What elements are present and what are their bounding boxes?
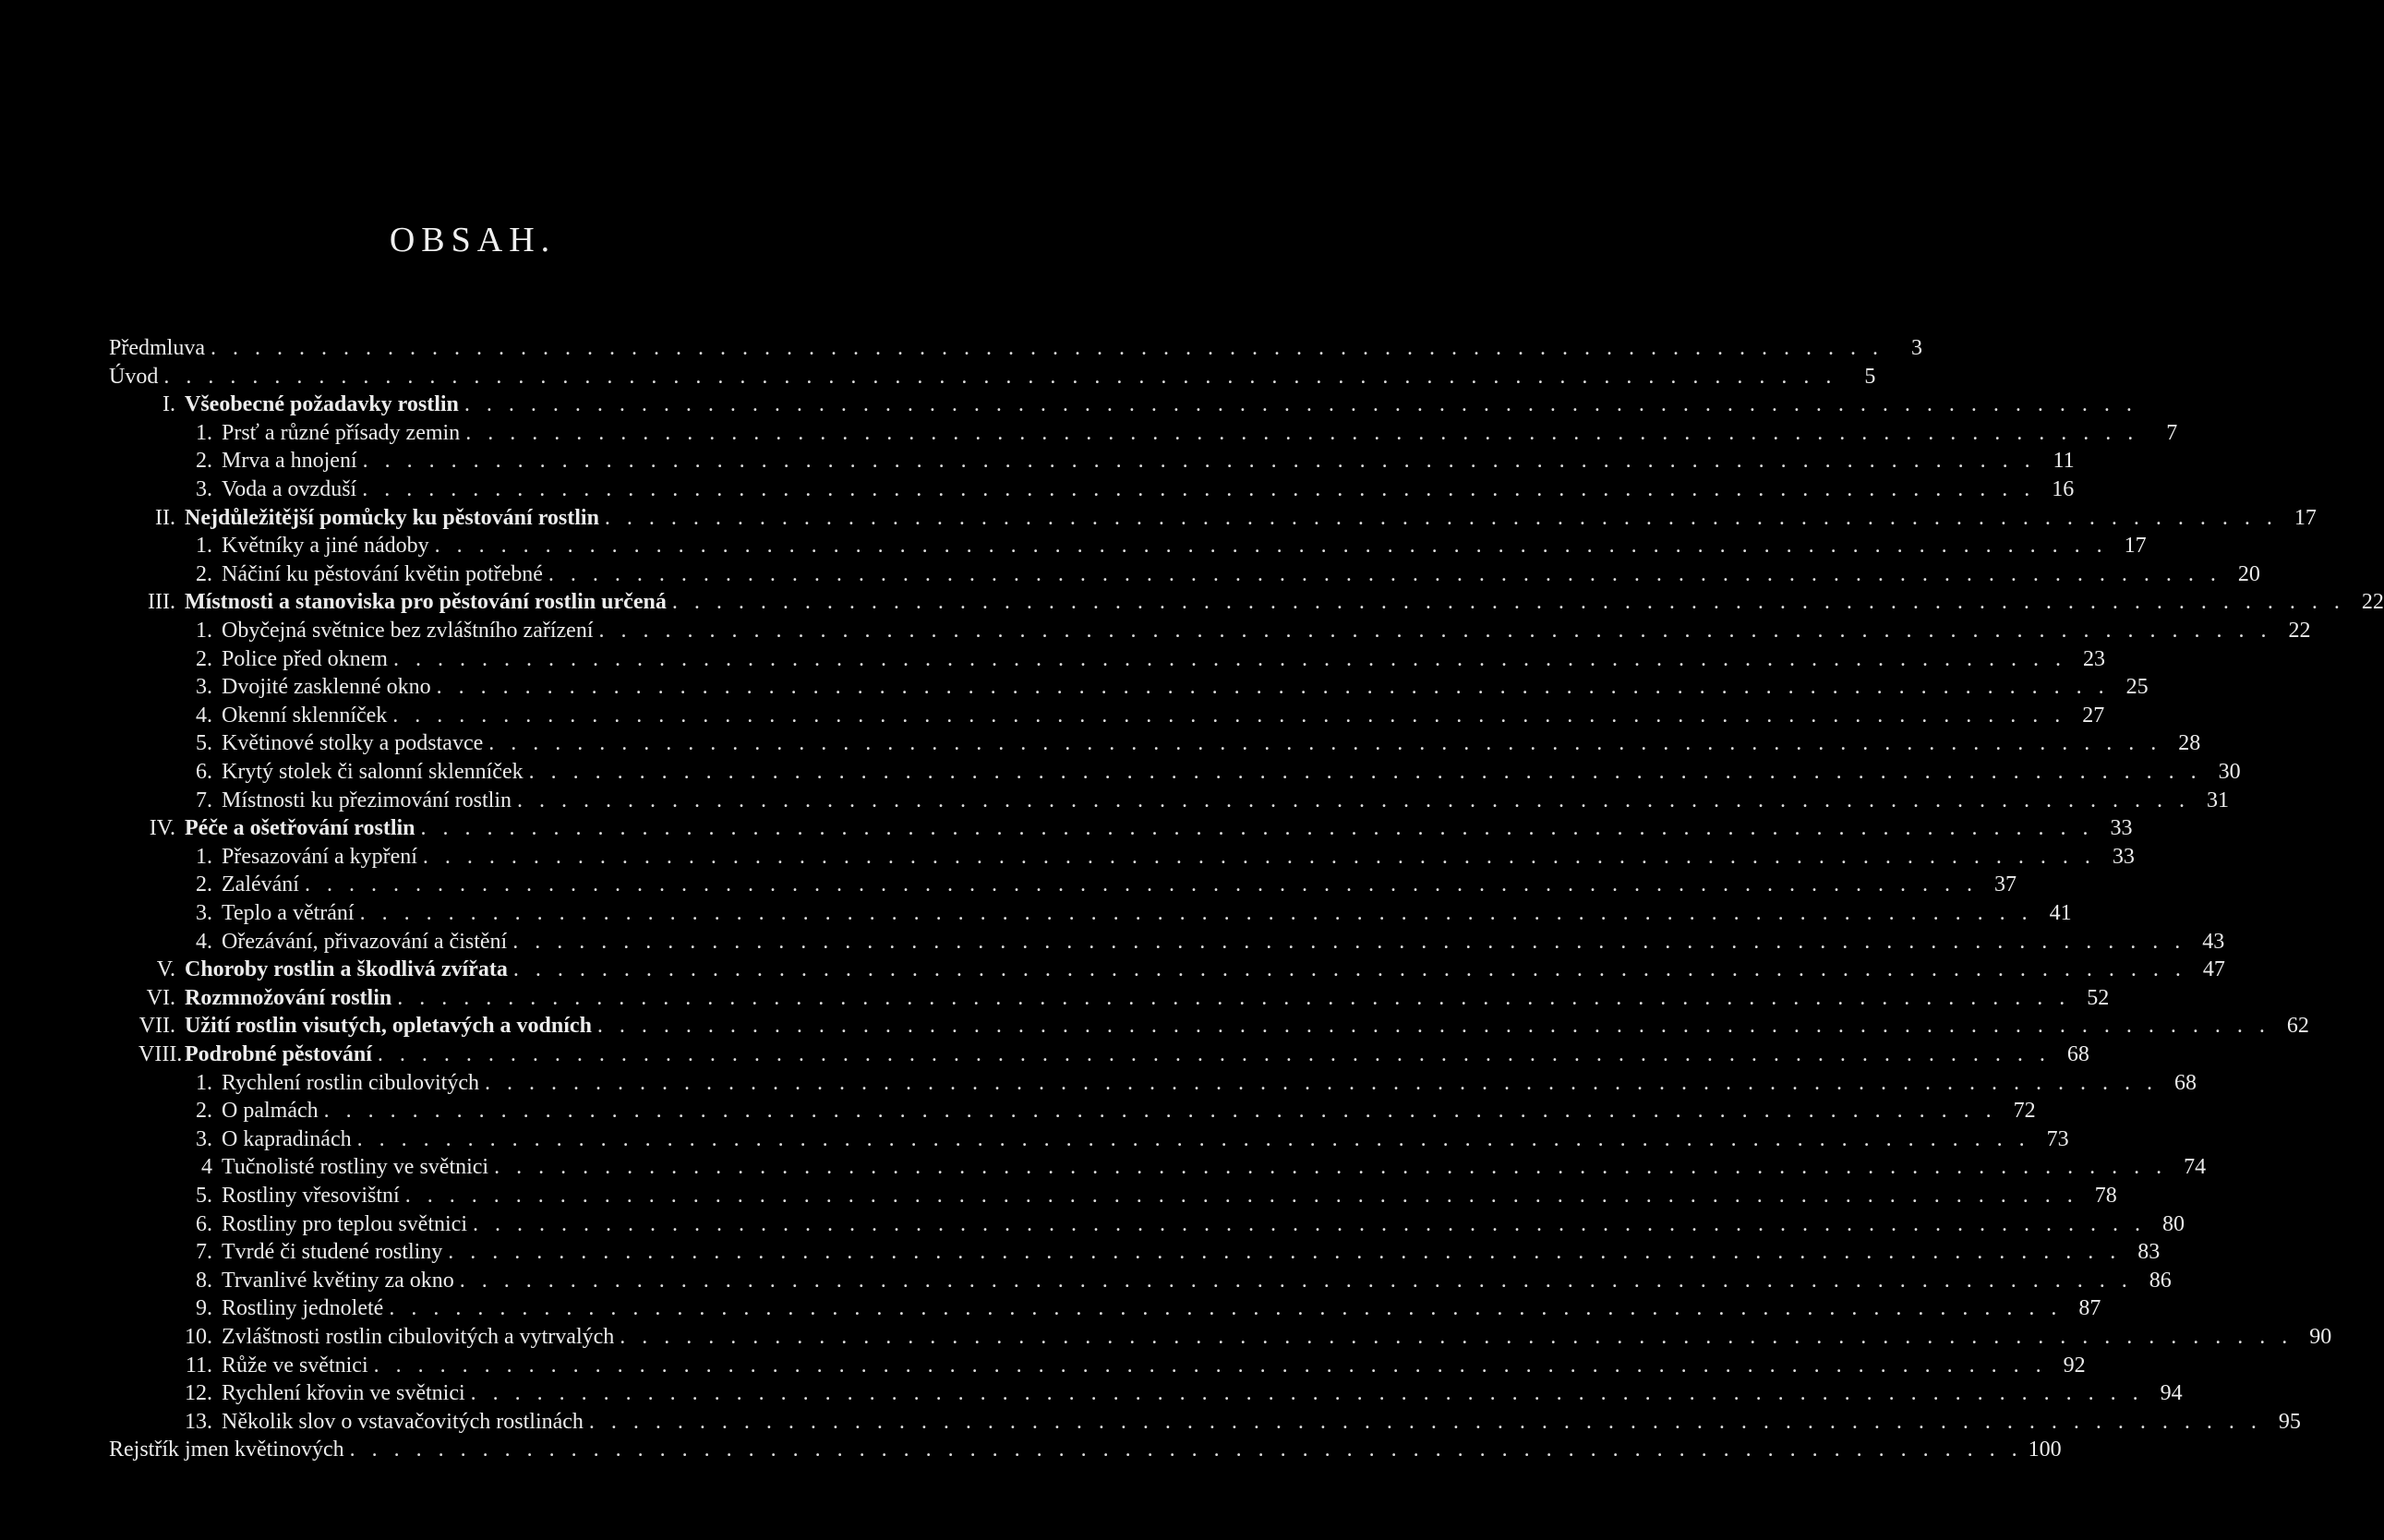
toc-chapter-row [138,814,2133,842]
page-number: 30 [2218,760,2241,784]
dot-leader [352,1125,2030,1153]
entry-number: 6. [196,1212,212,1236]
dot-leader [388,645,2066,673]
page-number: 41 [2049,901,2072,925]
entry-title: Květinové stolky a podstavce [222,731,484,755]
dot-leader [442,1238,2121,1266]
page-number: 5 [1864,365,1876,389]
entry-title: O palmách [222,1099,319,1123]
entry-number: 4. [196,930,212,954]
entry-title: Několik slov o vstavačovitých rostlinách [222,1410,584,1434]
dot-leader [454,1267,2133,1294]
toc-entry-row [175,729,2201,757]
dot-leader [344,1436,2023,1463]
dot-leader [391,984,2070,1012]
entry-number: 1. [196,619,212,643]
entry-title: Náčiní ku pěstování květin potřebné [222,562,543,586]
entry-title: Rostliny jednoleté [222,1296,384,1320]
dot-leader [667,588,2345,616]
entry-title: Užití rostlin visutých, opletavých a vodních [185,1014,592,1038]
entry-title: Rozmnožování rostlin [185,986,392,1010]
entry-title: Choroby rostlin a škodlivá zvířata [185,957,508,981]
page-number: 78 [2094,1184,2117,1208]
entry-number: I. [163,392,175,416]
toc-entry-row [175,617,2311,644]
entry-title: Tvrdé či studené rostliny [222,1240,443,1264]
entry-title: Místnosti a stanoviska pro pěstování rostlin určená [185,590,667,614]
entry-title: Místnosti ku přezimování rostlin [222,788,512,812]
entry-number: 1. [196,421,212,445]
entry-number: V. [156,957,175,981]
entry-number: IV. [149,816,175,840]
toc-entry-row [109,1436,2062,1463]
dot-leader [158,363,1836,391]
dot-leader [299,871,1978,898]
toc-entry-row [175,787,2229,814]
page-number: 23 [2082,647,2105,671]
entry-number: 2. [196,449,212,473]
entry-number: 12. [185,1381,212,1405]
entry-number: II. [155,506,175,530]
toc-chapter-row [138,1041,2089,1068]
toc-entry-row [175,1097,2036,1125]
toc-entry-row [175,1408,2301,1436]
entry-number: 1. [196,1071,212,1095]
dot-leader [205,334,1884,362]
entry-number: 4. [196,704,212,728]
entry-number: 2. [196,647,212,671]
toc-entry-row [175,475,2075,503]
dot-leader [429,532,2108,559]
entry-number: 4 [201,1155,212,1179]
page-number: 16 [2052,477,2075,501]
toc-entry-row [175,645,2105,673]
dot-leader [614,1323,2293,1351]
dot-leader [488,1153,2167,1181]
dot-leader [383,1294,2062,1322]
page-number: 86 [2149,1269,2172,1293]
page-number: 3 [1910,336,1922,360]
dot-leader [431,673,2110,701]
page-number: 47 [2202,957,2225,981]
page-title: OBSAH. [389,221,557,259]
entry-number: 3. [196,675,212,699]
toc-entry-row [175,673,2149,701]
dot-leader [479,1069,2158,1097]
page-number: 17 [2294,506,2317,530]
toc-chapter-row [138,1012,2309,1040]
entry-number: 1. [196,845,212,869]
entry-number: 6. [196,760,212,784]
entry-title: Voda a ovzduší [222,477,357,501]
page-number: 62 [2286,1014,2309,1038]
page-number: 37 [1993,872,2017,896]
dot-leader [356,475,2035,503]
entry-title: Předmluva [109,336,205,360]
dot-leader [524,758,2202,786]
entry-title: Dvojité zasklenné okno [222,675,431,699]
toc-entry-row [175,1125,2069,1153]
entry-title: Police před oknem [222,647,388,671]
entry-title: Rostliny pro teplou světnici [222,1212,467,1236]
dot-leader [387,702,2065,729]
toc-entry-row [175,1182,2117,1209]
entry-title: O kapradinách [222,1127,352,1151]
entry-number: 13. [185,1410,212,1434]
toc-entry-row [175,1153,2207,1181]
page-number: 52 [2087,986,2110,1010]
dot-leader [593,617,2271,644]
page-number: 43 [2202,930,2225,954]
entry-title: Trvanlivé květiny za okno [222,1269,454,1293]
toc-entry-row [175,758,2241,786]
entry-title: Rostliny vřesovištní [222,1184,400,1208]
dot-leader [592,1012,2270,1040]
page-number: 94 [2160,1381,2183,1405]
toc-entry-row [175,1352,2086,1379]
page-number: 92 [2063,1354,2086,1378]
toc-entry-row [175,899,2072,927]
entry-title: Rejstřík jmen květinových [109,1438,344,1462]
toc-entry-row [175,843,2135,871]
entry-number: 11. [185,1354,212,1378]
dot-leader [483,729,2161,757]
page-number: 68 [2174,1071,2197,1095]
dot-leader [355,899,2033,927]
entry-number: 7. [196,788,212,812]
entry-title: Přesazování a kypření [222,845,417,869]
entry-title: Obyčejná světnice bez zvláštního zařízení [222,619,594,643]
page-number: 100 [2028,1438,2062,1462]
entry-title: Všeobecné požadavky rostlin [185,392,459,416]
toc-entry-row [175,871,2017,898]
entry-number: 2. [196,1099,212,1123]
entry-title: Tučnolisté rostliny ve světnici [222,1155,489,1179]
toc-entry-row [109,334,1922,362]
entry-number: 3. [196,1127,212,1151]
toc-entry-row [175,1323,2332,1351]
dot-leader [319,1097,1997,1125]
entry-title: Úvod [109,365,159,389]
entry-title: Mrva a hnojení [222,449,357,473]
entry-number: 1. [196,534,212,558]
entry-number: 2. [196,562,212,586]
entry-title: Zvláštnosti rostlin cibulovitých a vytrvalých [222,1325,615,1349]
toc-chapter-row [138,504,2317,532]
entry-number: 7. [196,1240,212,1264]
entry-title: Zalévání [222,872,299,896]
entry-number: 5. [196,731,212,755]
toc-entry-row [175,419,2178,447]
toc-entry-row [175,532,2147,559]
entry-number: 9. [196,1296,212,1320]
entry-number: 8. [196,1269,212,1293]
entry-number: 10. [185,1325,212,1349]
entry-number: 3. [196,477,212,501]
toc-chapter-row [138,588,2384,616]
toc-chapter-row [138,956,2225,983]
page-number: 90 [2309,1325,2332,1349]
page-number: 22 [2288,619,2311,643]
entry-title: Rychlení rostlin cibulovitých [222,1071,479,1095]
page-number: 68 [2066,1042,2089,1066]
toc-entry-row [175,1210,2185,1238]
toc-entry-row [175,560,2260,588]
page-number: 33 [2112,845,2135,869]
entry-number: 5. [196,1184,212,1208]
dot-leader [372,1041,2051,1068]
page-number: 22 [2361,590,2384,614]
dot-leader [415,814,2094,842]
dot-leader [584,1408,2262,1436]
page-number: 73 [2046,1127,2069,1151]
page-number: 74 [2184,1155,2207,1179]
dot-leader [543,560,2221,588]
toc-entry-row [175,1238,2161,1266]
entry-number: 3. [196,901,212,925]
entry-number: VI. [146,986,175,1010]
entry-title: Okenní sklenníček [222,704,388,728]
entry-title: Rychlení křovin ve světnici [222,1381,465,1405]
entry-title: Růže ve světnici [222,1354,368,1378]
toc-entry-row [109,363,1876,391]
dot-leader [599,504,2278,532]
toc-entry-row [175,1267,2172,1294]
dot-leader [507,928,2185,956]
entry-number: 2. [196,872,212,896]
toc-entry-row [175,928,2225,956]
page-number: 33 [2110,816,2133,840]
entry-title: Péče a ošetřování rostlin [185,816,415,840]
page-number: 87 [2078,1296,2101,1320]
toc-entry-row [175,447,2075,475]
entry-title: Krytý stolek či salonní sklenníček [222,760,524,784]
page-number: 17 [2124,534,2147,558]
dot-leader [512,787,2190,814]
dot-leader [357,447,2036,475]
page-number: 11 [2053,449,2075,473]
dot-leader [508,956,2186,983]
page-number: 27 [2082,704,2105,728]
page-number: 95 [2278,1410,2301,1434]
page-number: 31 [2206,788,2229,812]
dot-leader [400,1182,2078,1209]
toc-chapter-row [138,391,849,418]
dot-leader [417,843,2096,871]
page-number: 28 [2178,731,2201,755]
entry-number: VII. [138,1014,175,1038]
entry-number: VIII. [138,1042,183,1066]
page-number: 83 [2137,1240,2161,1264]
page-number: 20 [2237,562,2260,586]
entry-title: Květníky a jiné nádoby [222,534,429,558]
page-number: 7 [2166,421,2178,445]
dot-leader [368,1352,2047,1379]
toc-entry-row [175,1294,2101,1322]
toc-entry-row [175,1379,2183,1407]
dot-leader [460,419,2138,447]
toc-entry-row [175,1069,2197,1097]
dot-leader [465,1379,2144,1407]
entry-title: Nejdůležitější pomůcky ku pěstování rostlin [185,506,599,530]
dot-leader [467,1210,2146,1238]
entry-title: Prsť a různé přísady zemin [222,421,461,445]
dot-leader [459,391,2137,418]
page-number: 80 [2161,1212,2185,1236]
entry-title: Podrobné pěstování [185,1042,372,1066]
page-number: 25 [2125,675,2149,699]
entry-number: III. [148,590,175,614]
page-number: 72 [2013,1099,2036,1123]
entry-title: Ořezávání, přivazování a čistění [222,930,508,954]
toc-chapter-row [138,984,2110,1012]
entry-title: Teplo a větrání [222,901,355,925]
toc-entry-row [175,702,2105,729]
